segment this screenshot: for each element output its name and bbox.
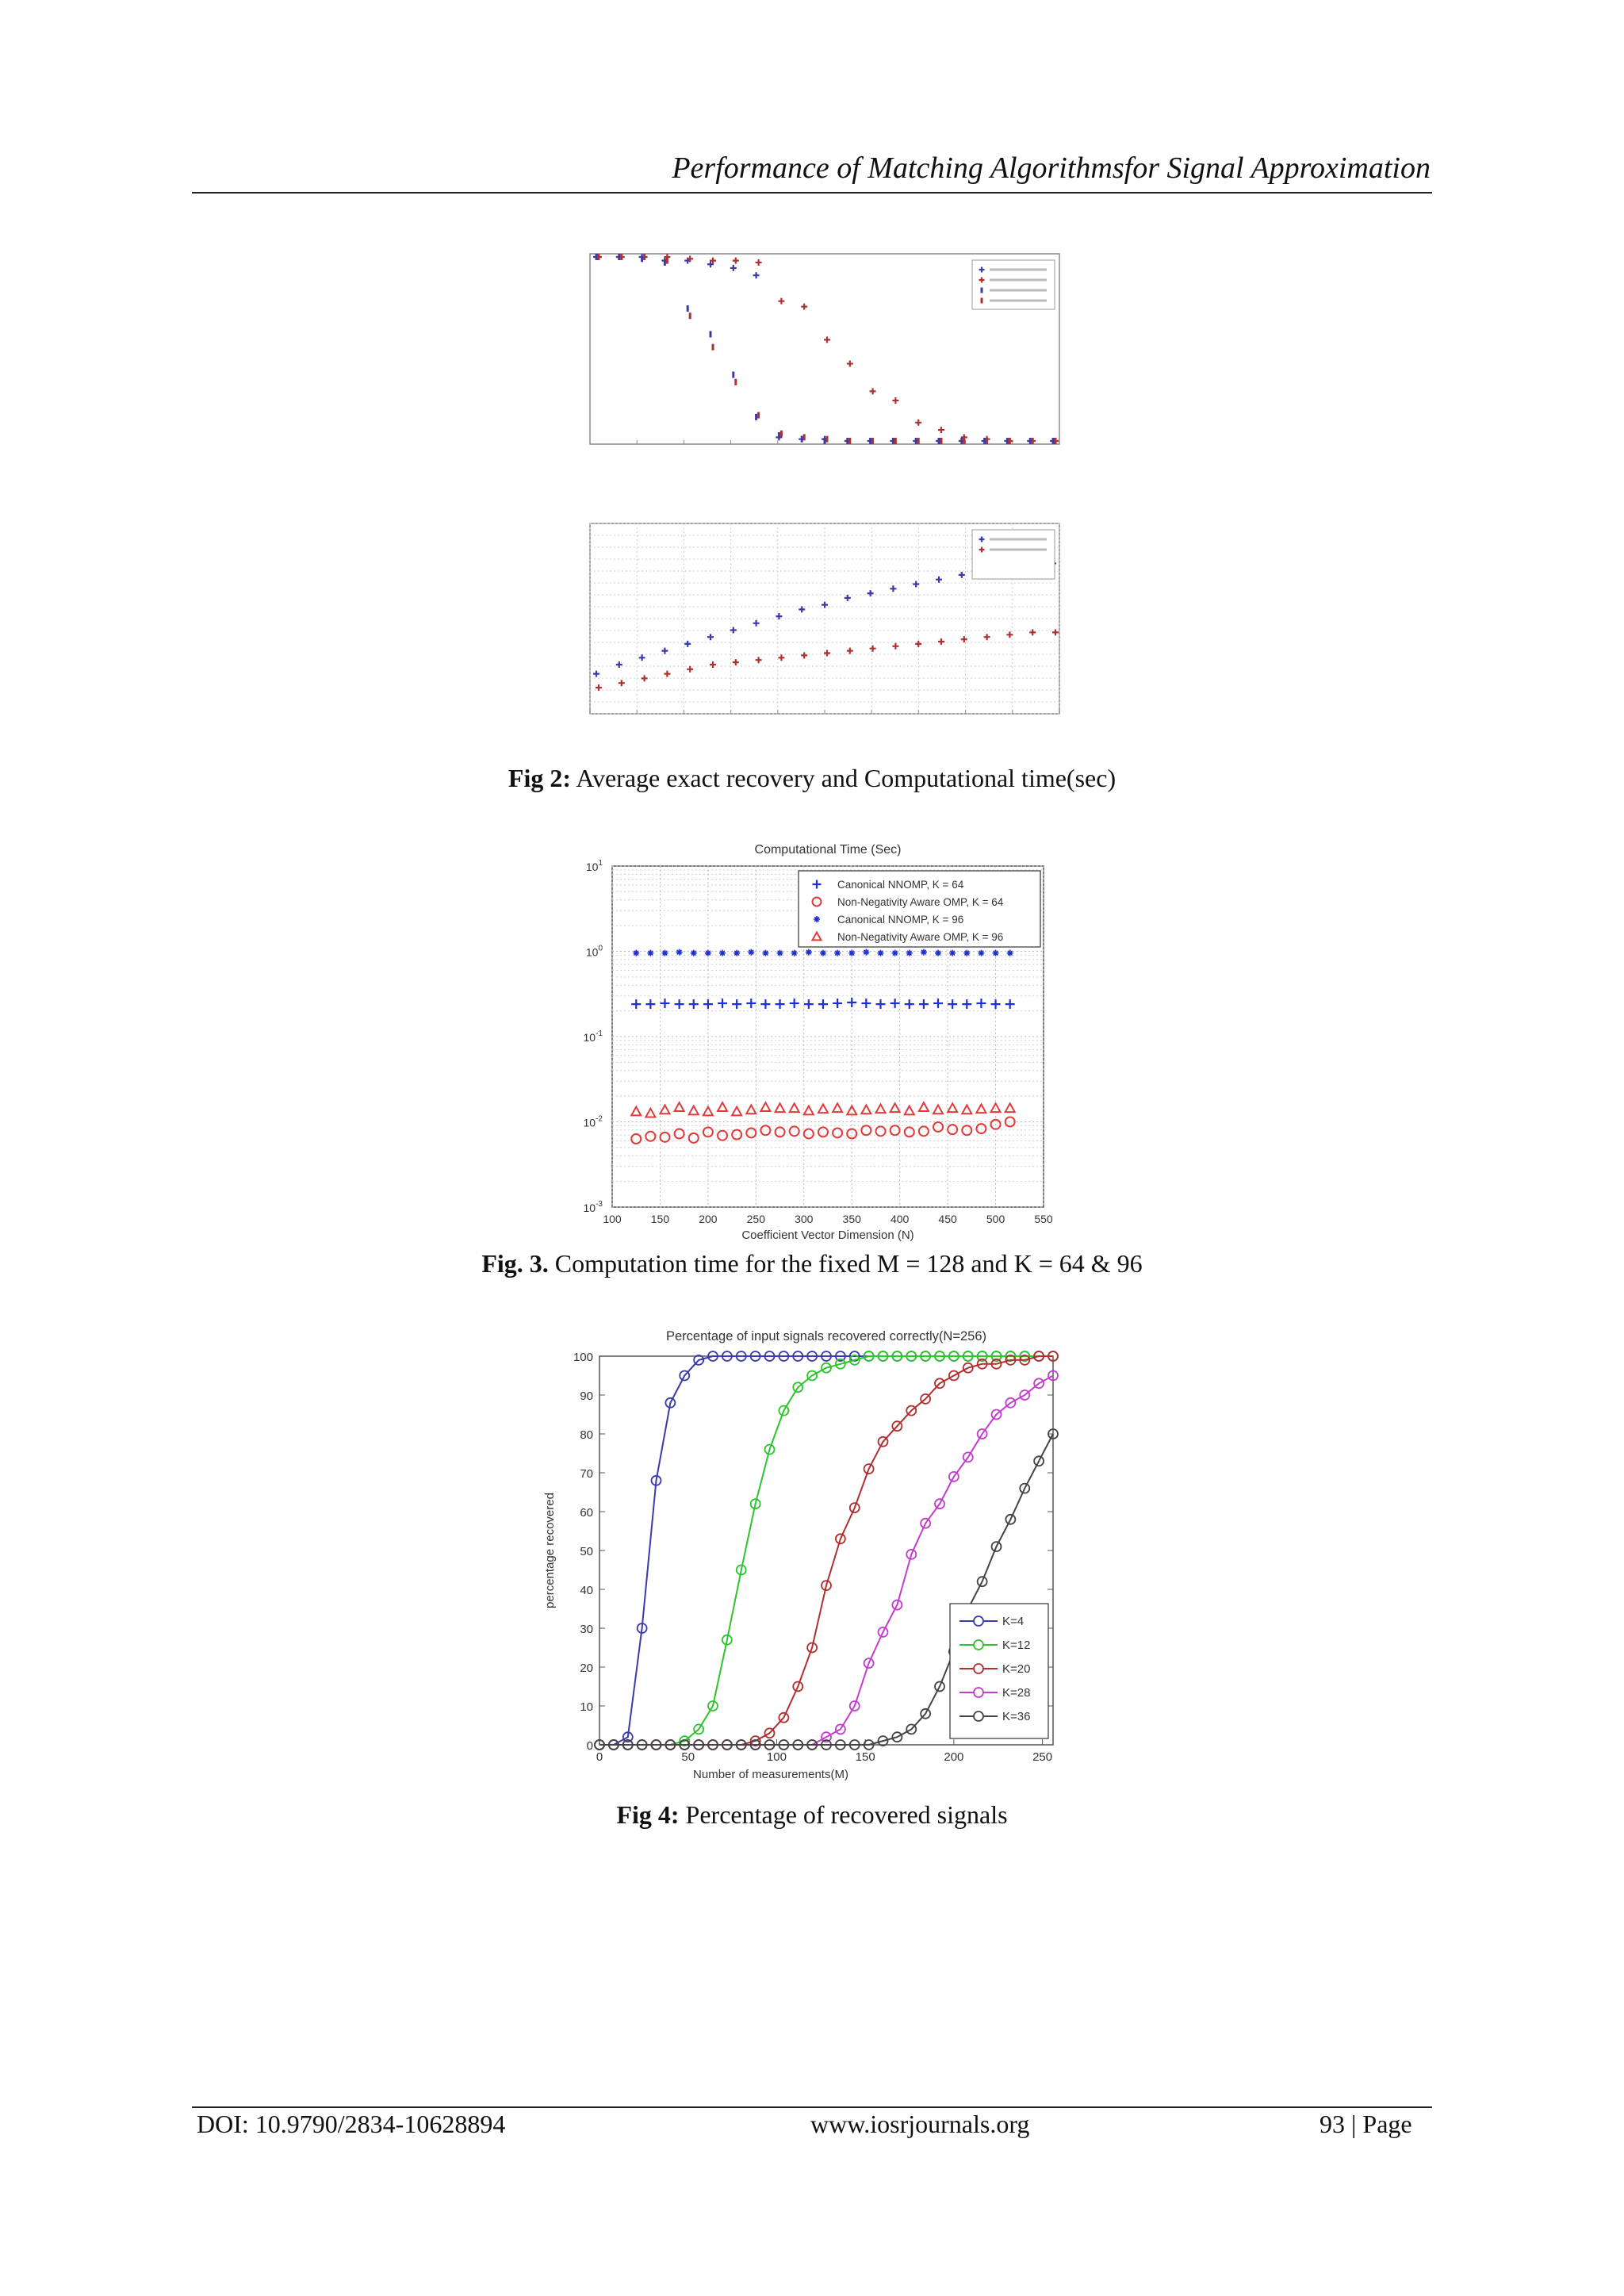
fig4-caption-text: Percentage of recovered signals bbox=[679, 1800, 1008, 1829]
legend bbox=[972, 530, 1055, 579]
data-point bbox=[664, 259, 666, 266]
data-point bbox=[915, 438, 917, 444]
data-point bbox=[917, 438, 920, 444]
legend bbox=[799, 871, 1040, 947]
legend-label: Non-Negativity Aware OMP, K = 64 bbox=[837, 896, 1004, 908]
data-point bbox=[801, 436, 803, 443]
data-point bbox=[757, 412, 760, 419]
data-point bbox=[824, 438, 826, 444]
legend-marker bbox=[974, 1640, 983, 1650]
data-point bbox=[689, 312, 691, 319]
y-tick-label: 40 bbox=[580, 1584, 593, 1597]
legend-label: Canonical NNOMP, K = 96 bbox=[837, 914, 964, 926]
x-tick-label: 150 bbox=[650, 1213, 670, 1225]
legend-label: K=28 bbox=[1002, 1686, 1031, 1700]
data-point bbox=[1052, 438, 1055, 444]
y-tick-label: $10^{-1}$ bbox=[583, 1029, 603, 1044]
header-rule bbox=[192, 192, 1432, 194]
fig2-caption-text: Average exact recovery and Computational time(sec) bbox=[570, 764, 1116, 792]
data-point bbox=[710, 331, 712, 337]
data-point bbox=[732, 371, 734, 378]
legend-box bbox=[972, 530, 1055, 579]
data-point bbox=[643, 254, 645, 260]
legend-label: K=36 bbox=[1002, 1710, 1031, 1723]
x-tick-label: 50 bbox=[681, 1750, 695, 1764]
data-point bbox=[598, 254, 600, 260]
x-tick-label: 100 bbox=[603, 1213, 622, 1225]
running-title: Performance of Matching Algorithmsfor Signal Approximation bbox=[672, 151, 1431, 185]
footer-site: www.iosrjournals.org bbox=[810, 2110, 1030, 2138]
footer-doi: DOI: 10.9790/2834-10628894 bbox=[197, 2110, 506, 2138]
fig2b-chart bbox=[579, 508, 1071, 730]
y-tick-label: 50 bbox=[580, 1545, 593, 1558]
legend-label: K=20 bbox=[1002, 1662, 1031, 1676]
x-tick-label: 200 bbox=[699, 1213, 718, 1225]
y-tick-label: 100 bbox=[573, 1351, 593, 1364]
fig4-caption bbox=[0, 1800, 1624, 1830]
fig3-xlabel: Coefficient Vector Dimension (N) bbox=[741, 1228, 914, 1242]
fig2a-chart bbox=[579, 238, 1071, 460]
fig2b-figure bbox=[579, 508, 1071, 730]
data-point bbox=[940, 438, 943, 444]
x-tick-label: 550 bbox=[1034, 1213, 1053, 1225]
legend-marker bbox=[981, 288, 983, 293]
data-point bbox=[960, 438, 963, 444]
x-tick-label: 450 bbox=[938, 1213, 957, 1225]
fig3-chart bbox=[565, 834, 1064, 1247]
data-point bbox=[938, 438, 940, 444]
data-point bbox=[596, 254, 598, 260]
x-tick-label: 150 bbox=[855, 1750, 875, 1764]
legend-label: Canonical NNOMP, K = 64 bbox=[837, 879, 964, 891]
fig2-caption bbox=[0, 764, 1624, 793]
y-tick-label: 60 bbox=[580, 1506, 593, 1520]
x-tick-label: 500 bbox=[986, 1213, 1005, 1225]
y-tick-label: $10^1$ bbox=[585, 859, 603, 873]
legend-label: K=12 bbox=[1002, 1639, 1031, 1652]
x-tick-label: 350 bbox=[842, 1213, 861, 1225]
data-point bbox=[894, 438, 897, 444]
y-tick-label: 20 bbox=[580, 1662, 593, 1675]
fig4-chart bbox=[538, 1317, 1077, 1792]
footer-page: 93 | Page bbox=[1320, 2110, 1412, 2138]
fig4-title: Percentage of input signals recovered correctly(N=256) bbox=[665, 1329, 987, 1343]
legend-marker bbox=[974, 1616, 983, 1626]
legend-marker bbox=[974, 1711, 983, 1721]
data-point bbox=[963, 438, 965, 444]
data-point bbox=[618, 254, 620, 260]
data-point bbox=[803, 434, 806, 440]
y-tick-label: 10 bbox=[580, 1700, 593, 1714]
fig4-xlabel: Number of measurements(M) bbox=[693, 1768, 848, 1781]
x-tick-label: 300 bbox=[795, 1213, 814, 1225]
fig2-caption-label: Fig 2: bbox=[508, 764, 571, 792]
y-tick-label: 30 bbox=[580, 1623, 593, 1636]
y-tick-label: 80 bbox=[580, 1428, 593, 1442]
data-point bbox=[1029, 438, 1032, 444]
y-tick-label: $10^0$ bbox=[585, 944, 603, 959]
data-point bbox=[641, 255, 643, 262]
data-point bbox=[778, 432, 780, 439]
data-point bbox=[687, 305, 689, 312]
x-tick-label: 200 bbox=[944, 1750, 964, 1764]
y-tick-label: $10^{-3}$ bbox=[583, 1200, 603, 1214]
legend-box bbox=[972, 260, 1055, 309]
data-point bbox=[1009, 438, 1011, 444]
x-tick-label: 0 bbox=[596, 1750, 603, 1764]
fig4-caption-label: Fig 4: bbox=[616, 1800, 680, 1829]
fig4-figure bbox=[538, 1317, 1077, 1792]
legend-box bbox=[950, 1604, 1048, 1738]
fig2a-figure bbox=[579, 238, 1071, 460]
legend-marker bbox=[981, 298, 983, 304]
data-point bbox=[1055, 438, 1057, 444]
legend-label: K=4 bbox=[1002, 1615, 1025, 1628]
data-point bbox=[869, 438, 871, 444]
footer-rule bbox=[192, 2106, 1432, 2108]
legend-marker bbox=[974, 1688, 983, 1697]
y-tick-label: $10^{-2}$ bbox=[583, 1114, 603, 1129]
data-point bbox=[755, 414, 757, 420]
data-point bbox=[734, 379, 737, 385]
data-point bbox=[983, 438, 986, 444]
data-point bbox=[846, 438, 848, 444]
x-tick-label: 250 bbox=[1032, 1750, 1053, 1764]
fig3-caption-label: Fig. 3. bbox=[481, 1249, 549, 1278]
x-tick-label: 250 bbox=[746, 1213, 766, 1225]
legend-marker bbox=[974, 1664, 983, 1673]
legend bbox=[950, 1604, 1048, 1738]
y-tick-label: 0 bbox=[586, 1739, 593, 1753]
y-tick-label: 90 bbox=[580, 1389, 593, 1403]
data-point bbox=[871, 438, 874, 444]
data-point bbox=[780, 431, 783, 437]
fig3-title: Computational Time (Sec) bbox=[754, 843, 902, 857]
data-point bbox=[666, 258, 668, 264]
fig3-figure bbox=[565, 834, 1064, 1247]
data-point bbox=[712, 344, 714, 351]
fig4-ylabel: percentage recovered bbox=[543, 1493, 557, 1608]
y-tick-label: 70 bbox=[580, 1467, 593, 1481]
data-point bbox=[1032, 438, 1034, 444]
fig3-caption-text: Computation time for the fixed M = 128 and K = 64 & 96 bbox=[548, 1249, 1143, 1278]
x-tick-label: 400 bbox=[890, 1213, 910, 1225]
data-point bbox=[1006, 438, 1009, 444]
data-point bbox=[986, 438, 988, 444]
fig3-caption bbox=[0, 1249, 1624, 1278]
legend-label: Non-Negativity Aware OMP, K = 96 bbox=[837, 931, 1004, 943]
data-point bbox=[620, 254, 622, 260]
data-point bbox=[848, 438, 851, 444]
x-tick-label: 100 bbox=[766, 1750, 787, 1764]
data-point bbox=[826, 436, 829, 443]
data-point bbox=[892, 438, 894, 444]
legend bbox=[972, 260, 1055, 309]
